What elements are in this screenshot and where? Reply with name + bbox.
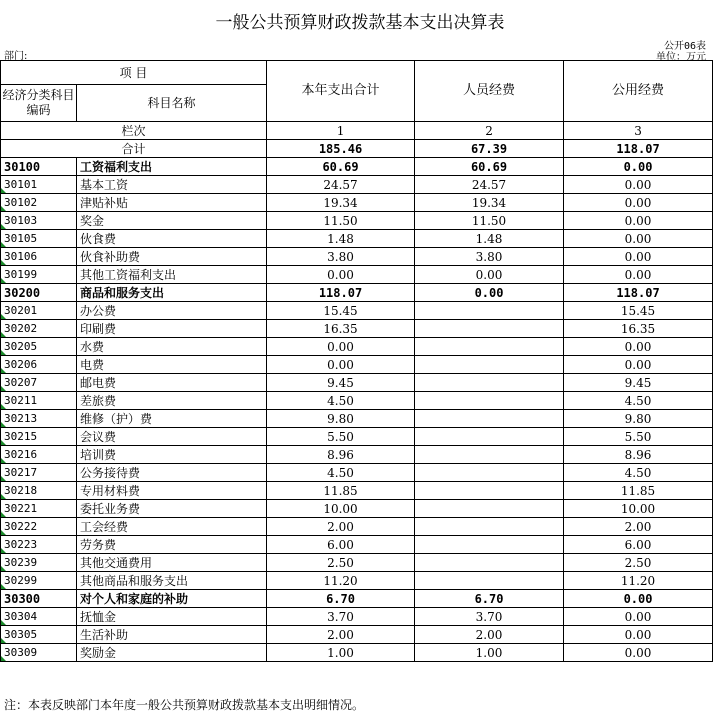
unit-label: 单位：万元 [656,52,706,63]
row-index [1,122,713,140]
cell-name: 水费 [77,338,267,356]
cell-personnel [415,464,564,482]
cell-code: 30100 [1,158,77,176]
cell-personnel: 3.80 [415,248,564,266]
row-index-label: 栏次 [1,122,267,140]
cell-public: 9.80 [564,410,713,428]
form-code: 公开06表 [663,41,706,52]
total-personnel: 67.39 [415,140,564,158]
cell-code: 30101 [1,176,77,194]
cell-public: 0.00 [564,608,713,626]
cell-personnel [415,356,564,374]
cell-name: 津贴补贴 [77,194,267,212]
cell-personnel [415,446,564,464]
table-row [1,158,713,176]
cell-total: 16.35 [267,320,415,338]
cell-name: 专用材料费 [77,482,267,500]
cell-total: 9.45 [267,374,415,392]
table-row [1,572,713,590]
table-row [1,644,713,662]
cell-name: 奖励金 [77,644,267,662]
table-row [1,536,713,554]
table-row [1,608,713,626]
cell-marker-icon [1,278,6,283]
cell-public: 2.00 [564,518,713,536]
table-row [1,500,713,518]
cell-marker-icon [1,206,6,211]
cell-name: 抚恤金 [77,608,267,626]
cell-name: 生活补助 [77,626,267,644]
cell-code: 30199 [1,266,77,284]
row-index-2: 2 [415,122,564,140]
cell-marker-icon [1,566,6,571]
header-code: 经济分类科目编码 [1,85,77,122]
table-row [1,428,713,446]
cell-total: 3.80 [267,248,415,266]
cell-total: 11.85 [267,482,415,500]
cell-public: 0.00 [564,356,713,374]
cell-personnel: 11.50 [415,212,564,230]
cell-code: 30217 [1,464,77,482]
cell-marker-icon [1,584,6,589]
cell-marker-icon [1,476,6,481]
cell-name: 办公费 [77,302,267,320]
cell-public: 0.00 [564,176,713,194]
cell-code: 30106 [1,248,77,266]
cell-public: 0.00 [564,194,713,212]
cell-code: 30202 [1,320,77,338]
cell-public: 0.00 [564,158,713,176]
cell-total: 2.00 [267,518,415,536]
cell-name: 对个人和家庭的补助 [77,590,267,608]
cell-code: 30309 [1,644,77,662]
cell-personnel [415,392,564,410]
table-row [1,266,713,284]
cell-name: 差旅费 [77,392,267,410]
cell-code: 30206 [1,356,77,374]
total-label: 合计 [1,140,267,158]
cell-marker-icon [1,422,6,427]
table-row [1,176,713,194]
cell-marker-icon [1,242,6,247]
cell-total: 1.48 [267,230,415,248]
cell-total: 5.50 [267,428,415,446]
table-row [1,212,713,230]
cell-total: 8.96 [267,446,415,464]
cell-marker-icon [1,638,6,643]
total-row [1,140,713,158]
cell-public: 2.50 [564,554,713,572]
cell-personnel: 3.70 [415,608,564,626]
cell-personnel: 0.00 [415,284,564,302]
cell-marker-icon [1,314,6,319]
cell-personnel [415,320,564,338]
cell-personnel [415,482,564,500]
cell-total: 1.00 [267,644,415,662]
cell-total: 2.50 [267,554,415,572]
cell-code: 30222 [1,518,77,536]
cell-marker-icon [1,350,6,355]
cell-public: 0.00 [564,248,713,266]
cell-code: 30305 [1,626,77,644]
cell-personnel: 19.34 [415,194,564,212]
cell-public: 0.00 [564,230,713,248]
cell-public: 11.85 [564,482,713,500]
cell-public: 11.20 [564,572,713,590]
cell-public: 0.00 [564,590,713,608]
cell-personnel [415,572,564,590]
cell-personnel: 2.00 [415,626,564,644]
cell-personnel: 6.70 [415,590,564,608]
cell-total: 11.20 [267,572,415,590]
cell-code: 30304 [1,608,77,626]
cell-code: 30200 [1,284,77,302]
cell-marker-icon [1,620,6,625]
table-row [1,320,713,338]
cell-marker-icon [1,494,6,499]
cell-personnel: 60.69 [415,158,564,176]
cell-code: 30201 [1,302,77,320]
cell-total: 0.00 [267,266,415,284]
cell-marker-icon [1,404,6,409]
table-row [1,464,713,482]
cell-total: 19.34 [267,194,415,212]
table-row [1,248,713,266]
cell-code: 30102 [1,194,77,212]
cell-code: 30207 [1,374,77,392]
cell-personnel [415,500,564,518]
table-row [1,554,713,572]
cell-total: 4.50 [267,464,415,482]
cell-public: 10.00 [564,500,713,518]
total-public: 118.07 [564,140,713,158]
cell-personnel: 0.00 [415,266,564,284]
header-public: 公用经费 [564,61,713,122]
cell-name: 工资福利支出 [77,158,267,176]
cell-marker-icon [1,458,6,463]
cell-code: 30105 [1,230,77,248]
row-index-3: 3 [564,122,713,140]
cell-marker-icon [1,224,6,229]
cell-code: 30239 [1,554,77,572]
cell-personnel [415,518,564,536]
cell-name: 委托业务费 [77,500,267,518]
cell-name: 奖金 [77,212,267,230]
cell-marker-icon [1,260,6,265]
cell-marker-icon [1,386,6,391]
table-row [1,230,713,248]
cell-total: 24.57 [267,176,415,194]
cell-marker-icon [1,548,6,553]
cell-public: 16.35 [564,320,713,338]
cell-public: 0.00 [564,266,713,284]
cell-total: 11.50 [267,212,415,230]
cell-personnel [415,302,564,320]
cell-total: 0.00 [267,356,415,374]
cell-total: 0.00 [267,338,415,356]
table-row [1,518,713,536]
cell-public: 118.07 [564,284,713,302]
cell-marker-icon [1,368,6,373]
table-row [1,626,713,644]
total-total: 185.46 [267,140,415,158]
cell-name: 邮电费 [77,374,267,392]
report-title: 一般公共预算财政拨款基本支出决算表 [215,13,505,33]
cell-name: 基本工资 [77,176,267,194]
cell-public: 0.00 [564,338,713,356]
cell-code: 30215 [1,428,77,446]
cell-total: 6.00 [267,536,415,554]
cell-code: 30299 [1,572,77,590]
cell-code: 30300 [1,590,77,608]
cell-personnel [415,338,564,356]
cell-marker-icon [1,332,6,337]
cell-personnel: 24.57 [415,176,564,194]
cell-name: 电费 [77,356,267,374]
cell-total: 2.00 [267,626,415,644]
cell-personnel: 1.48 [415,230,564,248]
cell-public: 4.50 [564,392,713,410]
cell-name: 商品和服务支出 [77,284,267,302]
cell-code: 30223 [1,536,77,554]
table-row [1,284,713,302]
cell-name: 其他工资福利支出 [77,266,267,284]
cell-public: 9.45 [564,374,713,392]
cell-marker-icon [1,188,6,193]
header-row-1 [1,61,713,85]
header-personnel: 人员经费 [415,61,564,122]
cell-public: 0.00 [564,626,713,644]
table-row [1,410,713,428]
cell-name: 工会经费 [77,518,267,536]
cell-total: 4.50 [267,392,415,410]
cell-total: 9.80 [267,410,415,428]
cell-code: 30213 [1,410,77,428]
cell-name: 其他商品和服务支出 [77,572,267,590]
department-label: 部门: [4,51,28,62]
cell-marker-icon [1,512,6,517]
cell-total: 60.69 [267,158,415,176]
cell-public: 4.50 [564,464,713,482]
cell-name: 伙食补助费 [77,248,267,266]
cell-marker-icon [1,530,6,535]
table-row [1,302,713,320]
cell-personnel [415,554,564,572]
cell-name: 公务接待费 [77,464,267,482]
cell-marker-icon [1,656,6,661]
cell-name: 印刷费 [77,320,267,338]
cell-personnel [415,428,564,446]
cell-code: 30205 [1,338,77,356]
cell-name: 维修（护）费 [77,410,267,428]
table-row [1,482,713,500]
row-index-1: 1 [267,122,415,140]
cell-public: 6.00 [564,536,713,554]
table-row [1,374,713,392]
header-name: 科目名称 [77,85,267,122]
cell-personnel [415,410,564,428]
cell-personnel [415,374,564,392]
cell-code: 30218 [1,482,77,500]
cell-code: 30221 [1,500,77,518]
cell-total: 6.70 [267,590,415,608]
cell-personnel [415,536,564,554]
table-row [1,590,713,608]
table-row [1,356,713,374]
footnote: 注：本表反映部门本年度一般公共预算财政拨款基本支出明细情况。 [4,698,365,712]
cell-name: 劳务费 [77,536,267,554]
cell-public: 5.50 [564,428,713,446]
cell-name: 培训费 [77,446,267,464]
table-row [1,338,713,356]
cell-code: 30211 [1,392,77,410]
cell-total: 118.07 [267,284,415,302]
cell-name: 会议费 [77,428,267,446]
table-row [1,392,713,410]
cell-marker-icon [1,440,6,445]
cell-public: 0.00 [564,644,713,662]
expenditure-table [0,60,713,662]
cell-personnel: 1.00 [415,644,564,662]
cell-total: 15.45 [267,302,415,320]
cell-public: 15.45 [564,302,713,320]
cell-total: 3.70 [267,608,415,626]
cell-name: 伙食费 [77,230,267,248]
cell-name: 其他交通费用 [77,554,267,572]
table-row [1,194,713,212]
table-row [1,446,713,464]
header-total: 本年支出合计 [267,61,415,122]
cell-code: 30103 [1,212,77,230]
cell-public: 0.00 [564,212,713,230]
cell-public: 8.96 [564,446,713,464]
header-item: 项 目 [1,61,267,85]
cell-total: 10.00 [267,500,415,518]
cell-code: 30216 [1,446,77,464]
